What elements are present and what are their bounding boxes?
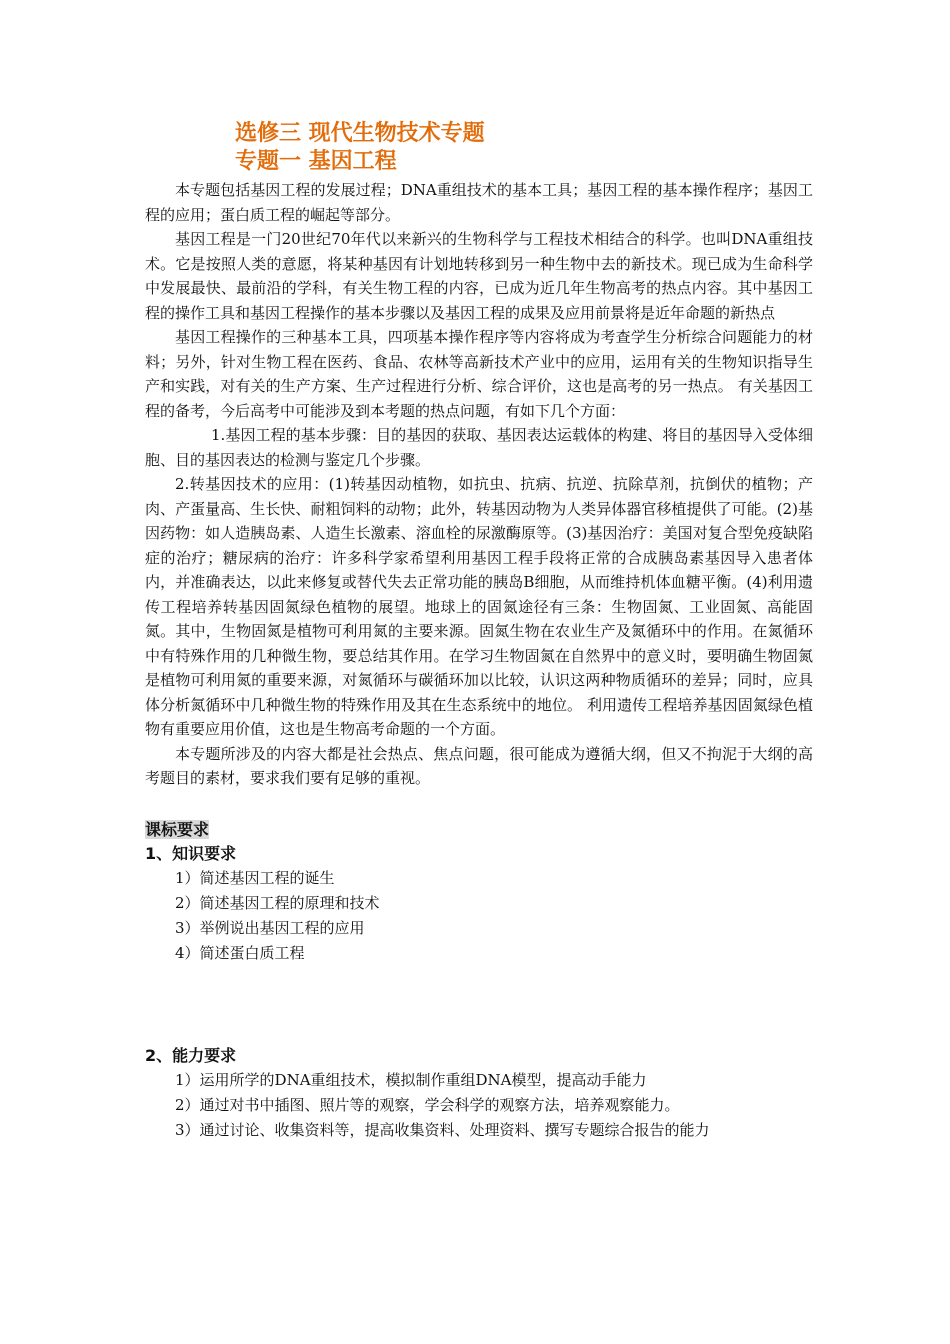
spacer [145,966,813,1044]
list-item: 2）通过对书中插图、照片等的观察，学会科学的观察方法，培养观察能力。 [175,1095,680,1114]
section-title: 课标要求 [145,819,210,839]
paragraph: 基因工程是一门20世纪70年代以来新兴的生物科学与工程技术相结合的科学。也叫DNA重组技术。它是按照人类的意愿，将某种基因有计划地转移到另一种生物中去的新技术。现已成为生命科学中发展最快、最前沿的学科，有关生物工程的内容，已成为近几年生物高考的热点内容。其中基因工程的操作工具和基因工程操作的基本步骤以及基因工程的成果及应用前景将是近年命题的新热点 [145,230,813,322]
ability-heading: 2、能力要求 [145,1045,237,1065]
paragraph: 本专题所涉及的内容大都是社会热点、焦点问题，很可能成为遵循大纲，但又不拘泥于大纲的高考题目的素材，要求我们要有足够的重视。 [145,744,813,787]
knowledge-heading: 1、知识要求 [145,843,237,863]
list-item: 1）运用所学的DNA重组技术，模拟制作重组DNA模型，提高动手能力 [175,1070,647,1089]
intro-body [145,178,813,791]
document-title-line2: 专题一 基因工程 [235,149,397,174]
ability-list [145,1068,813,1143]
document-title-line1: 选修三 现代生物技术专题 [235,121,485,146]
knowledge-list [145,866,813,966]
list-item: 2）简述基因工程的原理和技术 [175,893,380,912]
paragraph: 1.基因工程的基本步骤：目的基因的获取、基因表达运载体的构建、将目的基因导入受体细胞、目的基因表达的检测与鉴定几个步骤。 [145,426,813,469]
section-heading [145,818,813,842]
paragraph: 本专题包括基因工程的发展过程；DNA重组技术的基本工具；基因工程的基本操作程序；基因工程的应用；蛋白质工程的崛起等部分。 [145,181,813,224]
paragraph: 基因工程操作的三种基本工具，四项基本操作程序等内容将成为考查学生分析综合问题能力的材料；另外，针对生物工程在医药、食品、农林等高新技术产业中的应用，运用有关的生物知识指导生产和实践，对有关的生产方案、生产过程进行分析、综合评价，这也是高考的另一热点。 有关基因工程的备考，今后高考中可能涉及到本考题的热点问题，有如下几个方面： [145,328,813,420]
list-item: 1）简述基因工程的诞生 [175,868,335,887]
list-item: 4）简述蛋白质工程 [175,943,305,962]
document-page [145,120,813,1143]
list-item: 3）通过讨论、收集资料等，提高收集资料、处理资料、撰写专题综合报告的能力 [175,1120,710,1139]
list-item: 3）举例说出基因工程的应用 [175,918,365,937]
paragraph: 2.转基因技术的应用：(1)转基因动植物，如抗虫、抗病、抗逆、抗除草剂，抗倒伏的植物；产肉、产蛋量高、生长快、耐粗饲料的动物；此外，转基因动物为人类异体器官移植提供了可能。(2)基因药物：如人造胰岛素、人造生长激素、溶血栓的尿激酶原等。(3)基因治疗：美国对复合型免疫缺陷症的治疗；糖尿病的治疗：许多科学家希望利用基因工程手段将正常的合成胰岛素基因导入患者体内，并准确表达，以此来修复或替代失去正常功能的胰岛B细胞，从而维持机体血糖平衡。(4)利用遗传工程培养转基因固氮绿色植物的展望。地球上的固氮途径有三条：生物固氮、工业固氮、高能固氮。其中，生物固氮是植物可利用氮的主要来源。固氮生物在农业生产及氮循环中的作用。在氮循环中有特殊作用的几种微生物，要总结其作用。在学习生物固氮在自然界中的意义时，要明确生物固氮是植物可利用氮的重要来源，对氮循环与碳循环加以比较，认识这两种物质循环的差异；同时，应具体分析氮循环中几种微生物的特殊作用及其在生态系统中的地位。 利用遗传工程培养基因固氮绿色植物有重要应用价值，这也是生物高考命题的一个方面。 [145,475,813,738]
